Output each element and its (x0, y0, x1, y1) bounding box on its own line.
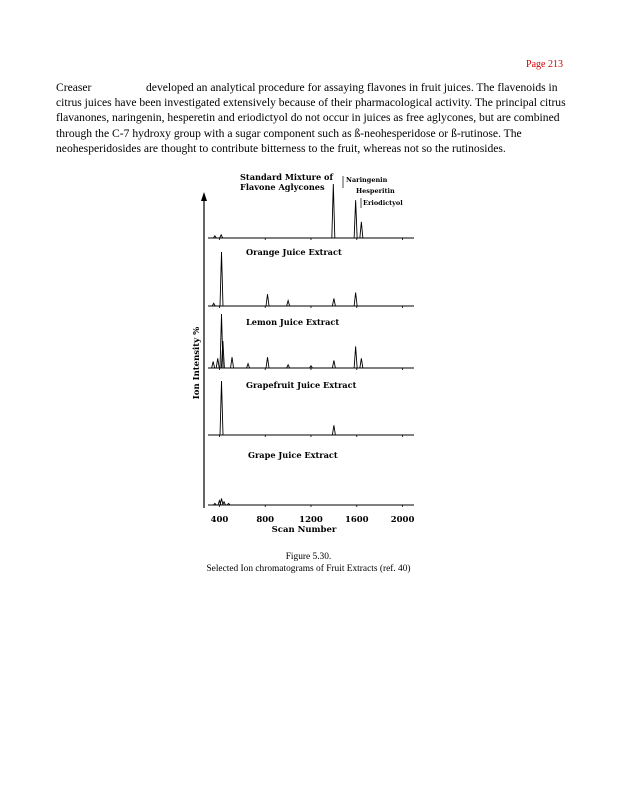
body-paragraph (56, 80, 576, 156)
x-tick-label: 1200 (299, 515, 323, 525)
chromatogram-peak (266, 357, 269, 368)
y-axis-label: Ion Intensity % (192, 326, 202, 400)
x-tick-label: 2000 (390, 515, 415, 525)
chromatogram-peak (287, 301, 290, 306)
chromatogram-peak (354, 200, 357, 238)
peak-label: Eriodictyol (363, 199, 403, 207)
x-tick-label: 800 (256, 515, 275, 525)
figure-caption (0, 551, 617, 575)
chromatogram-peak (220, 252, 223, 306)
chromatogram-peak (332, 425, 335, 435)
series-label: Grape Juice Extract (248, 450, 338, 460)
chromatogram-peak (216, 358, 219, 368)
chromatogram-peak (360, 222, 363, 238)
x-tick-label: 400 (210, 515, 229, 525)
chromatogram-chart (186, 168, 426, 538)
chromatogram-peak (247, 364, 250, 368)
series-label: Orange Juice Extract (246, 247, 342, 257)
series-label: Flavone Aglycones (240, 182, 325, 192)
chromatogram-peak (354, 293, 357, 307)
figure-caption-text: Selected Ion chromatograms of Fruit Extracts (ref. 40) (206, 564, 411, 574)
chromatogram-peak (332, 360, 335, 368)
x-tick-label: 1600 (344, 515, 369, 525)
chromatogram-peak (212, 362, 215, 368)
chromatogram-peak (220, 381, 223, 435)
y-axis-arrow (201, 192, 207, 201)
peak-label: Hesperitin (356, 187, 395, 195)
figure-number: Figure 5.30. (285, 552, 332, 562)
chromatogram-peak (332, 184, 335, 238)
page-number: Page 213 (526, 59, 563, 70)
peak-label: Naringenin (346, 176, 388, 184)
series-label: Standard Mixture of (240, 172, 334, 182)
chromatogram-peak (231, 357, 234, 368)
author-name: Creaser (56, 81, 92, 94)
chromatogram-peak (354, 346, 357, 368)
x-axis-label: Scan Number (271, 525, 337, 535)
series-label: Grapefruit Juice Extract (246, 380, 357, 390)
series-label: Lemon Juice Extract (246, 317, 340, 327)
chromatogram-figure (186, 168, 426, 538)
chromatogram-peak (266, 294, 269, 306)
chromatogram-peak (332, 298, 335, 306)
chromatogram-peak (360, 358, 363, 368)
paragraph-text: developed an analytical procedure for assaying flavones in fruit juices. The flavenoids in citrus juices have been investigated extensively because of their pharmacological activity. The principal citrus flavanones, naringenin, hesperetin and eriodictyol do not occur in juices as free aglycones, but are combined through the C-7 hydroxy group with a sugar component such as ß-neohesperidose or ß-rutinose. The neohesperidosides are thought to contribute bitterness to the fruit, whereas not so the rutinosides. (56, 81, 566, 155)
